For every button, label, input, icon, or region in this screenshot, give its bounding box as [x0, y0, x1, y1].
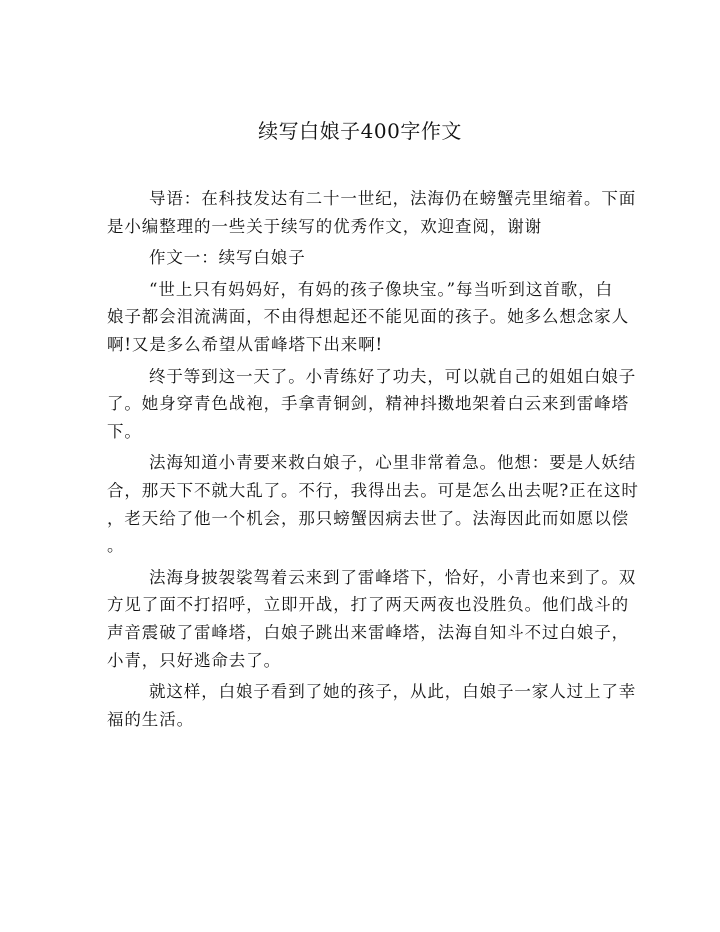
paragraph-intro [107, 185, 637, 240]
paragraph-1 [107, 276, 629, 359]
text-line: 小青，只好逃命去了。 [107, 650, 281, 670]
paragraph-heading [107, 244, 613, 272]
paragraph-3 [107, 449, 639, 559]
text-line: 下。 [107, 421, 142, 441]
document-body [107, 185, 639, 733]
paragraph-5 [107, 678, 637, 733]
text-line: 终于等到这一天了。小青练好了功夫，可以就自己的姐姐白娘子 [149, 366, 637, 386]
text-line: 法海知道小青要来救白娘子，心里非常着急。他想：要是人妖结 [149, 453, 637, 473]
text-line: 娘子都会泪流满面，不由得想起还不能见面的孩子。她多么想念家人 [107, 307, 629, 327]
text-line: 啊!又是多么希望从雷峰塔下出来啊! [107, 334, 384, 354]
paragraph-4 [107, 564, 637, 674]
text-line: 是小编整理的一些关于续写的优秀作文，欢迎查阅，谢谢 [107, 216, 542, 236]
text-line: 声音震破了雷峰塔，白娘子跳出来雷峰塔，法海自知斗不过白娘子， [107, 622, 629, 642]
text-line: 合，那天下不就大乱了。不行，我得出去。可是怎么出去呢?正在这时 [107, 480, 639, 500]
text-line: “世上只有妈妈好，有妈的孩子像块宝。”每当听到这首歌，白 [149, 279, 613, 299]
text-line: 福的生活。 [107, 709, 194, 729]
section-heading: 作文一：续写白娘子 [149, 248, 306, 268]
text-line: ，老天给了他一个机会，那只螃蟹因病去世了。法海因此而如愿以偿 [107, 508, 629, 528]
paragraph-2 [107, 363, 637, 446]
text-line: 了。她身穿青色战袍，手拿青铜剑，精神抖擞地架着白云来到雷峰塔 [107, 394, 629, 414]
text-line: 法海身披袈裟驾着云来到了雷峰塔下，恰好，小青也来到了。双 [149, 567, 637, 587]
text-line: 方见了面不打招呼，立即开战，打了两天两夜也没胜负。他们战斗的 [107, 595, 629, 615]
text-line: 导语：在科技发达有二十一世纪，法海仍在螃蟹壳里缩着。下面 [149, 189, 637, 208]
text-line: 就这样，白娘子看到了她的孩子，从此，白娘子一家人过上了幸 [149, 682, 637, 702]
text-line: 。 [107, 536, 125, 556]
document-title: 续写白娘子400字作文 [258, 119, 462, 143]
